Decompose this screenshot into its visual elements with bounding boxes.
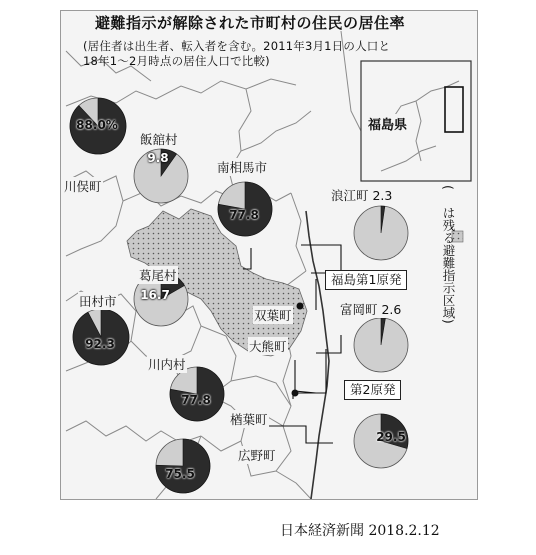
label-katsurao: 葛尾村 — [139, 268, 177, 283]
source-credit: 日本経済新聞 2018.2.12 — [280, 523, 440, 539]
label-okuma: 大熊町 — [249, 339, 287, 354]
label-tamura: 田村市 — [79, 294, 117, 309]
label-kawamata: 川俣町 — [64, 179, 102, 194]
inset-label: 福島県 — [368, 114, 407, 133]
pie-naraha-value: 29.5 — [376, 430, 406, 444]
map-figure — [60, 10, 478, 500]
daini-plant-label: 第2原発 — [344, 380, 401, 400]
label-naraha: 楢葉町 — [230, 412, 268, 427]
label-tomioka: 富岡町 2.6 — [340, 302, 402, 317]
daiichi-plant-label: 福島第1原発 — [325, 270, 407, 290]
pie-iitate-value: 9.8 — [147, 151, 169, 165]
pie-hirono-value: 75.5 — [165, 467, 195, 481]
subtitle-line2: 18年1～2月時点の居住人口で比較) — [83, 54, 270, 68]
pie-tamura-value: 92.3 — [85, 337, 115, 351]
subtitle-line1: (居住者は出生者、転入者を含む。2011年3月1日の人口と — [83, 39, 391, 53]
pie-minamisoma-value: 77.8 — [229, 208, 259, 222]
pie-tomioka — [354, 318, 408, 372]
label-minamisoma: 南相馬市 — [217, 160, 268, 175]
label-iitate: 飯舘村 — [140, 132, 178, 147]
pie-namie — [354, 206, 408, 260]
daiichi-plant-marker — [297, 303, 304, 310]
pie-kawamata-value: 88.0% — [76, 118, 118, 132]
label-futaba: 双葉町 — [254, 308, 292, 323]
label-namie: 浪江町 2.3 — [331, 188, 393, 203]
map-title: 避難指示が解除された市町村の住民の居住率 — [95, 14, 406, 32]
label-hirono: 広野町 — [238, 448, 276, 463]
legend-text: ( は残る避難指示区域) — [441, 185, 456, 324]
label-kawauchi: 川内村 — [148, 357, 186, 372]
pie-katsurao-value: 16.7 — [140, 288, 170, 302]
pie-kawauchi-value: 77.8 — [181, 393, 211, 407]
daini-plant-marker — [292, 390, 299, 397]
map-svg — [61, 11, 477, 499]
pie-hirono — [156, 439, 210, 493]
